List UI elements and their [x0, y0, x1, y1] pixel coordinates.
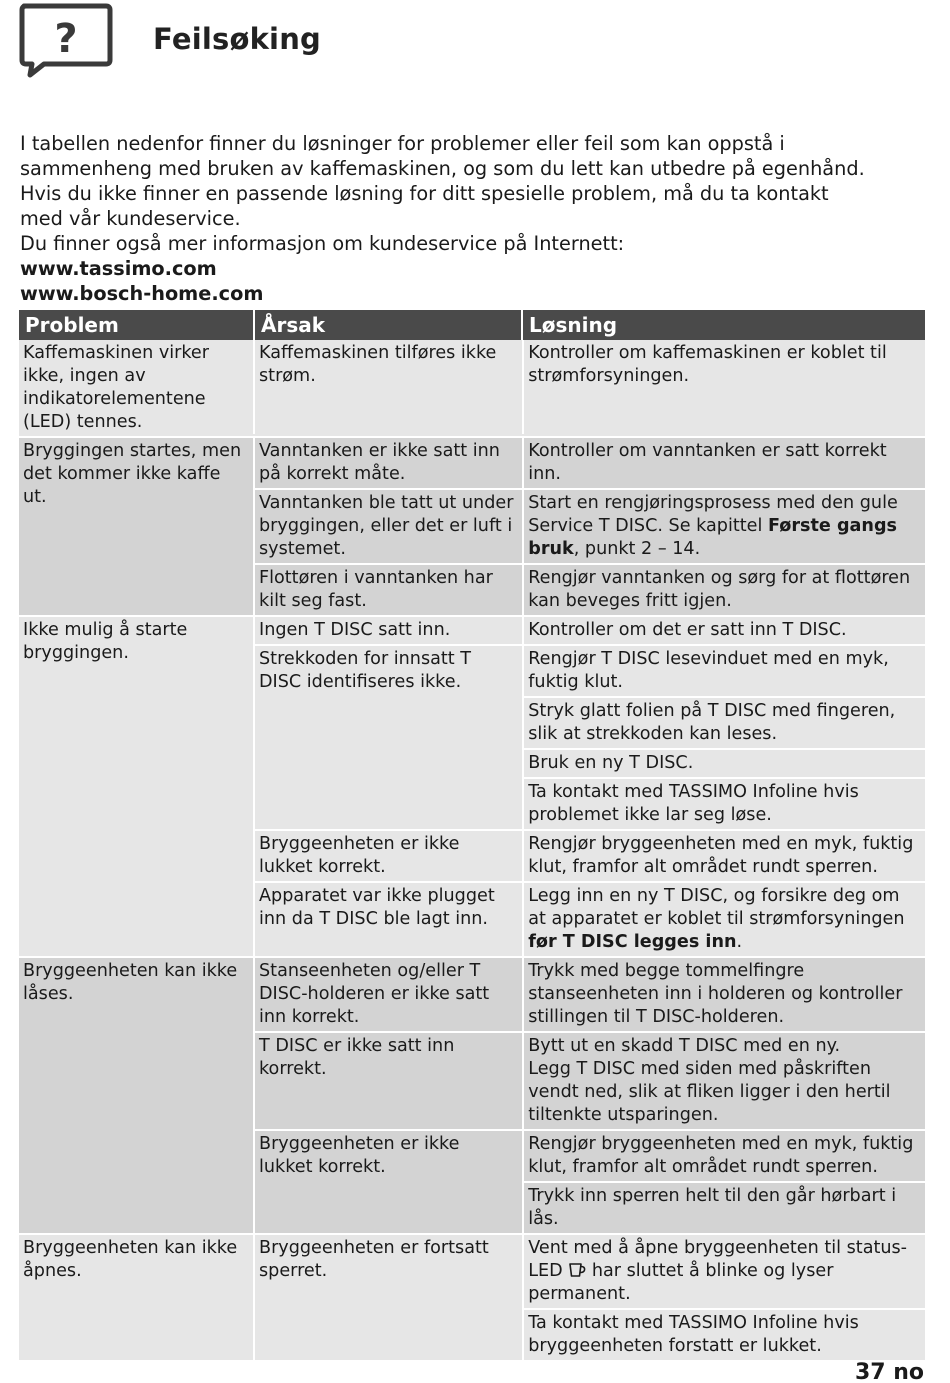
header-solution: Løsning — [521, 310, 925, 340]
cause-cell: Bryggeenheten er ikke lukket korrekt. — [259, 834, 460, 877]
cause-cell: Apparatet var ikke plugget inn da T DISC ble lagt inn. — [259, 886, 495, 929]
header-problem: Problem — [19, 310, 253, 340]
intro-line: Du finner også mer informasjon om kundeservice på Internett: — [20, 232, 625, 255]
solution-cell: Stryk glatt folien på T DISC med fingeren, slik at strekkoden kan leses. — [524, 696, 925, 748]
solution-cell: Vent med å åpne bryggeenheten til status-LED har sluttet å blinke og lyser permanent. — [528, 1238, 908, 1304]
table-row — [19, 340, 925, 436]
problem-cell: Ikke mulig å starte bryggingen. — [23, 620, 188, 663]
cause-cell: Bryggeenheten er fortsatt sperret. — [259, 1238, 489, 1281]
solution-cell: Trykk med begge tommelfingre stanseenheten inn i holderen og kontroller stillingen til T DISC-holderen. — [528, 961, 903, 1027]
solution-cell: Ta kontakt med TASSIMO Infoline hvis bryggeenheten forstatt er lukket. — [524, 1308, 925, 1360]
table-row — [19, 1233, 925, 1360]
table-row — [19, 436, 925, 615]
question-speech-bubble-icon — [18, 2, 114, 78]
intro-text — [20, 131, 935, 306]
solution-cell: Bruk en ny T DISC. — [524, 748, 925, 777]
troubleshooting-table — [19, 310, 925, 1360]
tassimo-link[interactable]: www.tassimo.com — [20, 257, 217, 280]
cause-cell: Ingen T DISC satt inn. — [259, 620, 451, 640]
solution-cell: Kontroller om vanntanken er satt korrekt inn. — [528, 441, 887, 484]
intro-line: Hvis du ikke finner en passende løsning for ditt spesielle problem, må du ta kontakt — [20, 182, 829, 205]
solution-cell: Bytt ut en skadd T DISC med en ny. Legg T DISC med siden med påskriften vendt ned, slik at fliken ligger i den hertil tiltenkte utsparingen. — [528, 1036, 891, 1125]
coffee-cup-icon — [568, 1262, 586, 1278]
cause-cell: Vanntanken ble tatt ut under bryggingen, eller det er luft i systemet. — [259, 493, 514, 559]
solution-cell: Ta kontakt med TASSIMO Infoline hvis problemet ikke lar seg løse. — [524, 777, 925, 829]
svg-text:?: ? — [54, 16, 78, 62]
table-header — [19, 310, 925, 340]
header-cause: Årsak — [253, 310, 521, 340]
page-title: Feilsøking — [153, 22, 321, 56]
cause-cell: Strekkoden for innsatt T DISC identifiseres ikke. — [259, 649, 472, 692]
solution-cell: Kontroller om det er satt inn T DISC. — [528, 620, 847, 640]
cause-cell: Vanntanken er ikke satt inn på korrekt måte. — [259, 441, 500, 484]
solution-cell: Rengjør bryggeenheten med en myk, fuktig klut, framfor alt området rundt sperren. — [528, 1134, 914, 1177]
cause-cell: T DISC er ikke satt inn korrekt. — [259, 1036, 455, 1079]
problem-cell: Bryggingen startes, men det kommer ikke kaffe ut. — [23, 441, 242, 507]
solution-cell: Rengjør vanntanken og sørg for at flottøren kan beveges fritt igjen. — [528, 568, 911, 611]
problem-cell: Bryggeenheten kan ikke åpnes. — [23, 1238, 238, 1281]
problem-cell: Kaffemaskinen virker ikke, ingen av indikatorelementene (LED) tennes. — [23, 343, 209, 432]
solution-cell: Start en rengjøringsprosess med den gule Service T DISC. Se kapittel Første gangs bruk, punkt 2 – 14. — [528, 493, 898, 559]
cause-cell: Kaffemaskinen tilføres ikke strøm. — [259, 343, 497, 386]
intro-line: I tabellen nedenfor finner du løsninger for problemer eller feil som kan oppstå i — [20, 132, 785, 155]
table-row — [19, 615, 925, 956]
cause-cell: Bryggeenheten er ikke lukket korrekt. — [259, 1134, 460, 1177]
solution-cell: Kontroller om kaffemaskinen er koblet til strømforsyningen. — [528, 343, 887, 386]
cause-cell: Stanseenheten og/eller T DISC-holderen er ikke satt inn korrekt. — [259, 961, 490, 1027]
solution-cell: Legg inn en ny T DISC, og forsikre deg om at apparatet er koblet til strømforsyningen før T DISC legges inn. — [528, 886, 905, 952]
cause-cell: Flottøren i vanntanken har kilt seg fast. — [259, 568, 493, 611]
solution-cell: Rengjør T DISC lesevinduet med en myk, fuktig klut. — [528, 649, 889, 692]
solution-cell: Rengjør bryggeenheten med en myk, fuktig klut, framfor alt området rundt sperren. — [528, 834, 914, 877]
page-number: 37 no — [854, 1360, 924, 1383]
intro-line: med vår kundeservice. — [20, 207, 241, 230]
bosch-home-link[interactable]: www.bosch-home.com — [20, 282, 264, 305]
solution-cell: Trykk inn sperren helt til den går hørbart i lås. — [524, 1181, 925, 1233]
table-row — [19, 956, 925, 1233]
problem-cell: Bryggeenheten kan ikke låses. — [23, 961, 238, 1004]
intro-line: sammenheng med bruken av kaffemaskinen, og som du lett kan utbedre på egenhånd. — [20, 157, 865, 180]
